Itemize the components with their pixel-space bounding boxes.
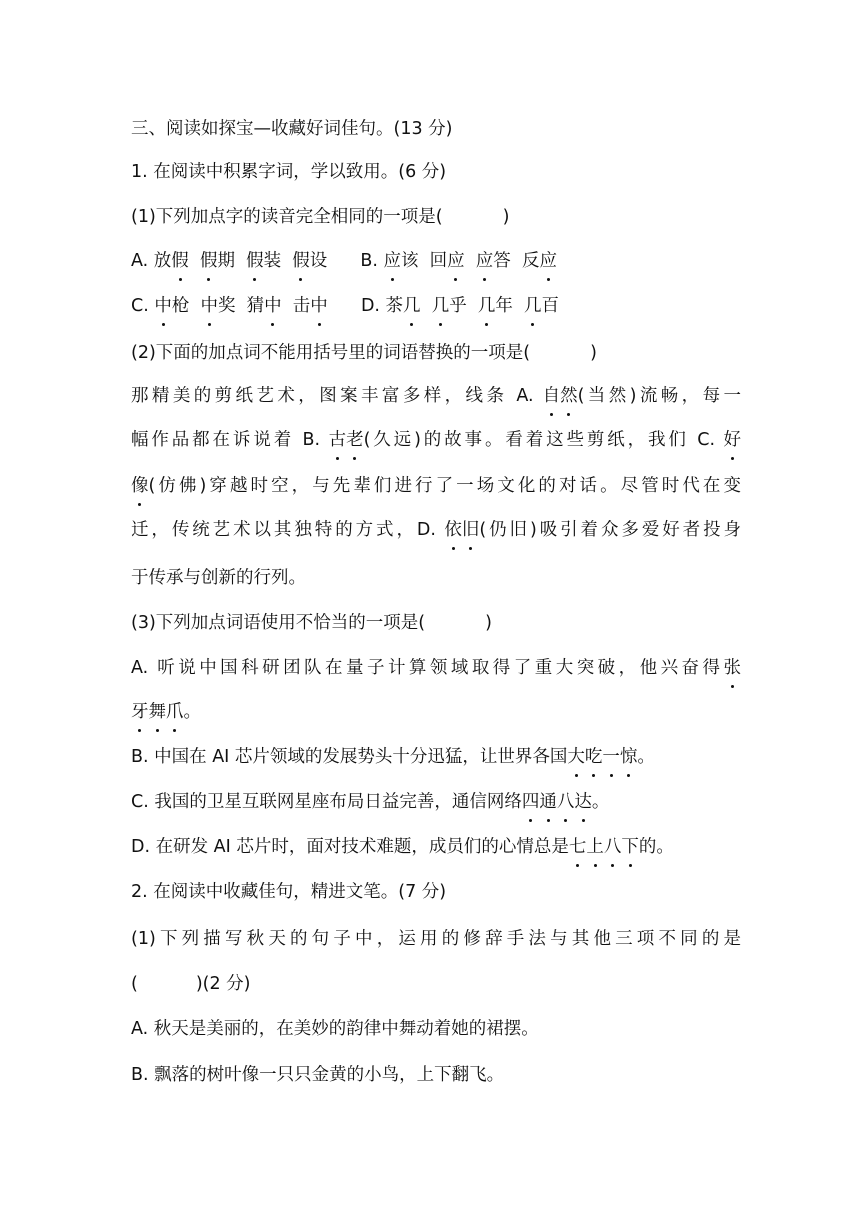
q2-part1-stem-line2 xyxy=(131,972,741,996)
char: 奖 xyxy=(218,296,236,316)
q1-part3-option-a-line1[interactable] xyxy=(131,656,741,680)
option-text: A. 听说中国科研团队在量子计算领域取得了重大突破，他兴奋得 xyxy=(131,658,724,678)
option-c[interactable] xyxy=(131,296,333,316)
stem-close: ) xyxy=(485,613,492,633)
passage-text: 那精美的剪纸艺术，图案丰富多样，线条 A. xyxy=(131,386,543,406)
dotted-char: 八 xyxy=(556,792,575,812)
dotted-char: 老 xyxy=(346,430,364,450)
option-label: D. xyxy=(360,296,386,316)
dotted-char: 古 xyxy=(328,430,347,450)
dotted-char: 四 xyxy=(521,792,540,812)
section-title xyxy=(131,117,741,141)
dotted-char: 一 xyxy=(602,747,620,767)
passage-text: (当然)流畅，每一 xyxy=(577,386,741,406)
dotted-char: 假 xyxy=(292,251,310,271)
stem-close: )(2 分) xyxy=(195,974,251,994)
stem-open: ( xyxy=(131,974,138,994)
q2-part1-stem-line1 xyxy=(131,927,741,951)
passage-line-3 xyxy=(131,474,741,498)
option-text: 。 xyxy=(183,702,201,722)
option-text: 。 xyxy=(637,747,655,767)
char: 设 xyxy=(309,251,328,271)
dotted-char: 八 xyxy=(603,837,622,857)
char: 装 xyxy=(263,251,282,271)
dotted-char: 应 xyxy=(539,251,557,271)
char: 反 xyxy=(521,251,540,271)
q1-part3-option-d[interactable] xyxy=(131,835,741,859)
passage-line-5 xyxy=(131,566,741,590)
dotted-char: 牙 xyxy=(131,702,149,722)
stem-close: ) xyxy=(502,207,510,227)
dotted-char: 像 xyxy=(131,476,149,496)
char: 枪 xyxy=(171,296,190,316)
dotted-char: 几 xyxy=(477,296,496,316)
char: 百 xyxy=(541,296,559,316)
dotted-char: 上 xyxy=(586,837,604,857)
dotted-char: 中 xyxy=(200,296,218,316)
dotted-char: 爪 xyxy=(166,702,184,722)
dotted-char: 中 xyxy=(264,296,282,316)
char: 年 xyxy=(495,296,513,316)
passage-text: (仿佛)穿越时空，与先辈们进行了一场文化的对话。尽管时代在变 xyxy=(148,476,741,496)
option-text: B. 飘落的树叶像一只只金黄的小鸟，上下翻飞。 xyxy=(131,1065,505,1085)
option-label: B. xyxy=(360,251,384,271)
char: 答 xyxy=(493,251,511,271)
q2-part1-option-a[interactable] xyxy=(131,1017,741,1041)
char: 击 xyxy=(292,296,311,316)
dotted-char: 中 xyxy=(310,296,328,316)
char: 期 xyxy=(217,251,235,271)
question-1-title xyxy=(131,160,741,184)
option-text: A. 秋天是美丽的，在美妙的韵律中舞动着她的裙摆。 xyxy=(131,1019,539,1039)
dotted-char: 假 xyxy=(246,251,264,271)
dotted-char: 假 xyxy=(171,251,189,271)
passage-text: (仍旧)吸引着众多爱好者投身 xyxy=(479,520,741,540)
dotted-char: 自 xyxy=(542,386,561,406)
option-text: 。 xyxy=(591,792,610,812)
q1-part1-stem xyxy=(131,205,741,229)
q1-part1-options-ab xyxy=(131,249,741,273)
dotted-char: 张 xyxy=(723,658,741,678)
q1-part3-option-a-line2 xyxy=(131,700,741,724)
passage-text: 于传承与创新的行列。 xyxy=(131,568,306,588)
option-d[interactable] xyxy=(361,296,559,316)
q1-part2-stem xyxy=(131,341,741,365)
dotted-char: 下 xyxy=(621,837,639,857)
question-2-title-text: 2. 在阅读中收藏佳句，精进文笔。(7 分) xyxy=(131,882,447,902)
q1-part3-stem xyxy=(131,611,741,635)
dotted-char: 应 xyxy=(475,251,494,271)
dotted-char: 假 xyxy=(199,251,218,271)
passage-text: 幅作品都在诉说着 B. xyxy=(131,430,329,450)
dotted-char: 中 xyxy=(154,296,172,316)
char: 放 xyxy=(153,251,172,271)
option-b[interactable] xyxy=(360,251,557,271)
passage-line-4 xyxy=(131,518,741,542)
dotted-char: 七 xyxy=(568,837,587,857)
dotted-char: 几 xyxy=(431,296,450,316)
dotted-char: 达 xyxy=(574,792,592,812)
dotted-char: 几 xyxy=(403,296,421,316)
q1-part3-option-c[interactable] xyxy=(131,790,741,814)
dotted-char: 通 xyxy=(539,792,557,812)
option-text: D. 在研发 AI 芯片时，面对技术难题，成员们的心情总是 xyxy=(131,837,569,857)
option-text: B. 中国在 AI 芯片领域的发展势头十分迅猛，让世界各国 xyxy=(131,747,568,767)
char: 茶 xyxy=(385,296,404,316)
dotted-char: 然 xyxy=(560,386,578,406)
option-a[interactable] xyxy=(131,251,333,271)
char: 猜 xyxy=(246,296,265,316)
dotted-char: 好 xyxy=(723,430,741,450)
passage-text: 迁，传统艺术以其独特的方式，D. xyxy=(131,520,445,540)
dotted-char: 大 xyxy=(567,747,585,767)
option-text: 的。 xyxy=(638,837,674,857)
q2-part1-option-b[interactable] xyxy=(131,1063,741,1087)
passage-text: (久远)的故事。看着这些剪纸，我们 C. xyxy=(363,430,724,450)
dotted-char: 旧 xyxy=(461,520,480,540)
dotted-char: 几 xyxy=(523,296,542,316)
dotted-char: 吃 xyxy=(584,747,603,767)
stem-close: ) xyxy=(590,343,597,363)
stem-text: (3)下列加点词语使用不恰当的一项是( xyxy=(131,613,426,633)
dotted-char: 应 xyxy=(447,251,465,271)
passage-line-1 xyxy=(131,384,741,408)
stem-text: (2)下面的加点词不能用括号里的词语替换的一项是( xyxy=(131,343,531,363)
question-1-title-text: 1. 在阅读中积累字词，学以致用。(6 分) xyxy=(131,162,447,182)
q1-part3-option-b[interactable] xyxy=(131,745,741,769)
passage-line-2 xyxy=(131,428,741,452)
stem-text: (1)下列加点字的读音完全相同的一项是( xyxy=(131,207,443,227)
char: 该 xyxy=(401,251,419,271)
dotted-char: 应 xyxy=(383,251,402,271)
question-2-title xyxy=(131,880,741,904)
option-label: A. xyxy=(131,251,154,271)
q1-part1-options-cd xyxy=(131,294,741,318)
option-text: C. 我国的卫星互联网星座布局日益完善，通信网络 xyxy=(131,792,522,812)
char: 回 xyxy=(429,251,448,271)
dotted-char: 舞 xyxy=(148,702,166,722)
char: 乎 xyxy=(449,296,467,316)
dotted-char: 依 xyxy=(444,520,462,540)
section-title-text: 三、阅读如探宝—收藏好词佳句。(13 分) xyxy=(131,119,453,139)
stem-text: (1)下列描写秋天的句子中，运用的修辞手法与其他三项不同的是 xyxy=(131,929,741,949)
dotted-char: 惊 xyxy=(619,747,638,767)
option-label: C. xyxy=(131,296,155,316)
